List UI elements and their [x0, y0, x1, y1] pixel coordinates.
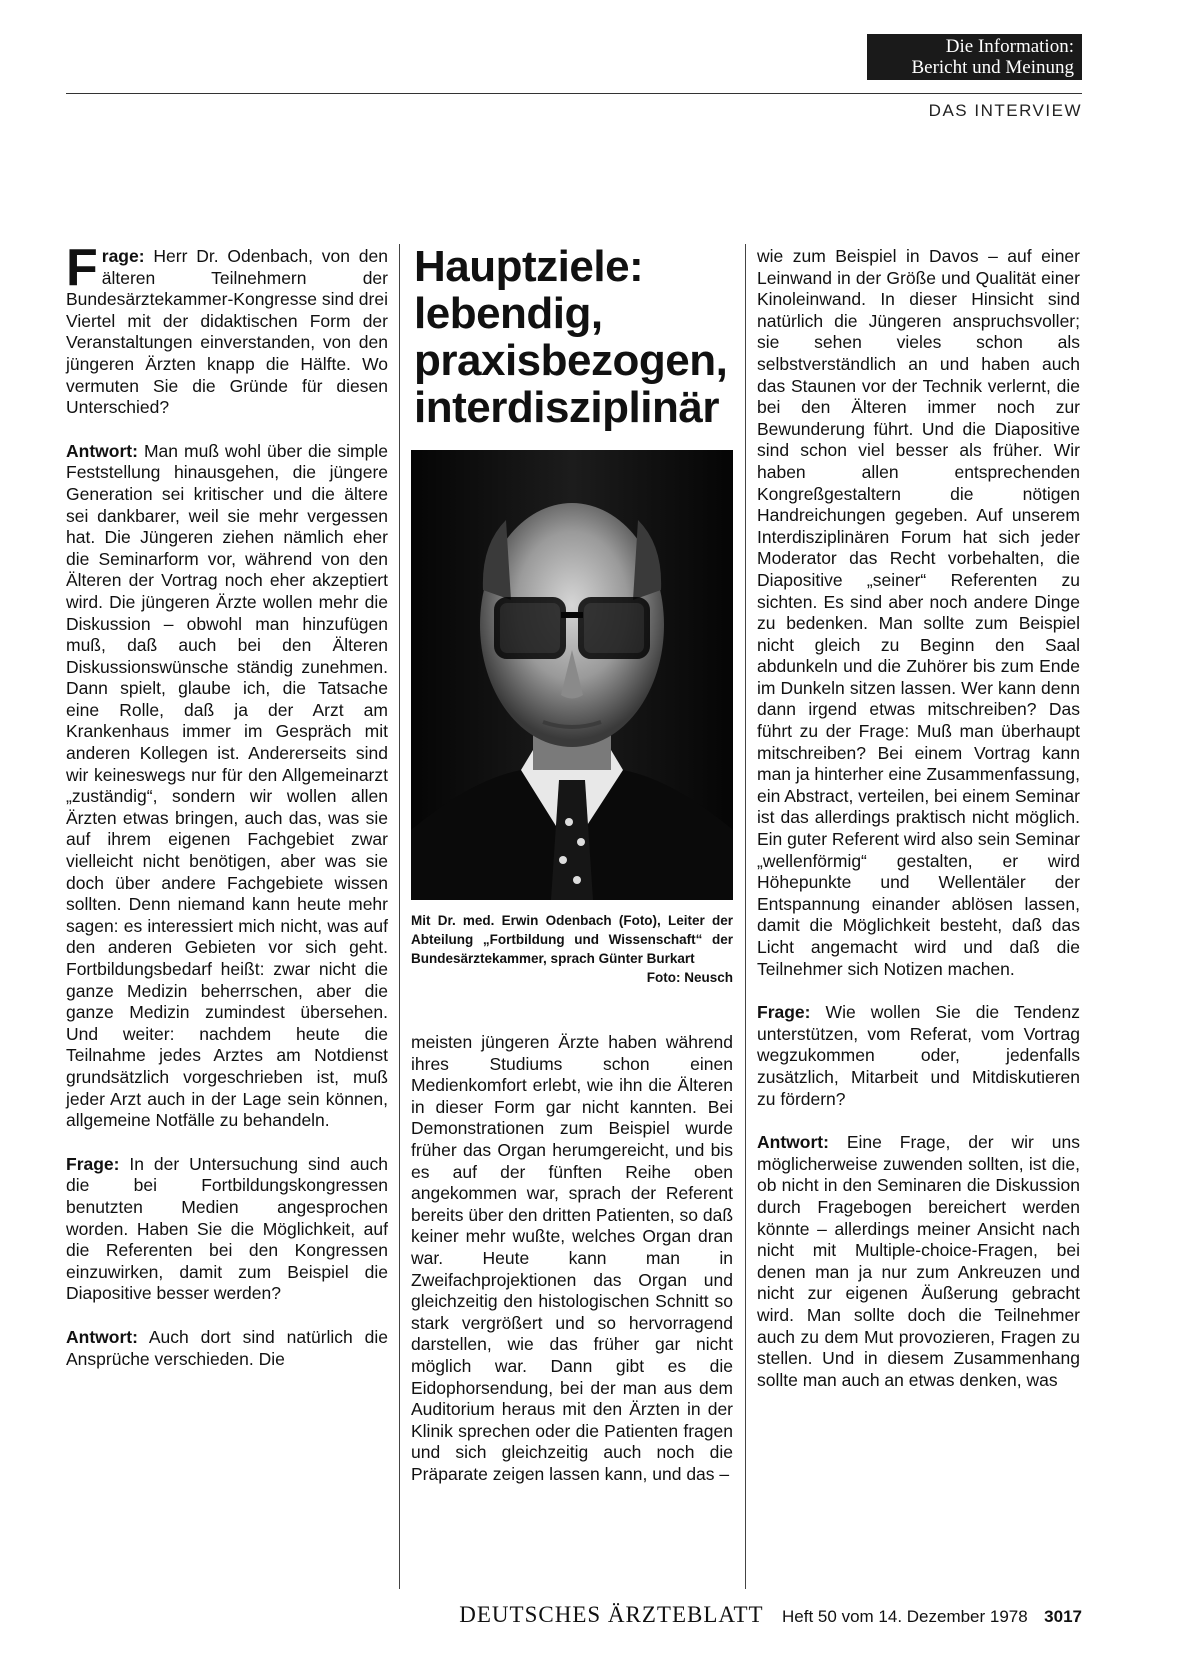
question-text: In der Untersuchung sind auch die bei Fortbildungskongressen benutzten Medien angesprochen worden. Haben Sie die Möglichkeit, auf die Referenten bei den Kongressen einzuwirken, damit zum Beispiel die Diapositive besser werden?	[66, 1153, 388, 1304]
issue-info: Heft 50 vom 14. Dezember 1978	[782, 1607, 1028, 1626]
question-3	[757, 1002, 1080, 1110]
answer-text: Eine Frage, der wir uns möglicherweise zuwenden sollten, ist die, ob nicht in den Seminaren die Diskussion durch Fragebogen bereichert werden könnte – allerdings meiner Ansicht nach nicht mit Multiple-choice-Fragen, bei denen man ja nur zum Ankreuzen und nicht zur eigenen Äußerung gebracht wird. Man sollte doch die Teilnehmer auch zu dem Mut provozieren, Fragen zu stellen. Und in diesem Zusammenhang sollte man auch an etwas denken, was	[757, 1132, 1080, 1390]
question-label: Frage:	[66, 1153, 120, 1174]
header-rule	[66, 93, 1082, 94]
page-number: 3017	[1044, 1607, 1082, 1626]
answer-continued: meisten jüngeren Ärzte haben während ihres Studiums schon einen Medienkomfort erlebt, wie ihn die Älteren in dieser Form gar nicht kannten. Bei Demonstrationen zum Beispiel wurde früher das Organ herumgereicht, und bis es auf der fünften Reihe oben angekommen war, sprach der Referent bereits über den dritten Patienten, so daß keiner mehr wußte, welches Organ dran war. Heute kann man in Zweifachprojektionen das Organ und gleichzeitig den histologischen Schnitt so stark vergrößert und so hervorragend darstellen, wie das früher gar nicht möglich war. Dann gibt es die Eidophorsendung, bei der man aus dem Auditorium heraus mit den Ärzten in der Klinik sprechen oder die Patienten fragen und sich gleichzeitig auch noch die Präparate zeigen lassen kann, und das –	[411, 1032, 734, 1484]
headline: Hauptziele: lebendig, praxisbezogen, interdisziplinär	[414, 242, 728, 432]
answer-continued: wie zum Beispiel in Davos – auf einer Leinwand in der Größe und Qualität einer Kinoleinwand. In dieser Hinsicht sind natürlich die Jüngeren anspruchsvoller; sie sehen vieles schon als selbstverständlich an und haben auch das Staunen vor der Technik verlernt, die bei den Älteren immer noch zur Bewunderung führt. Und die Diapositive sind schon viel besser als früher. Wir haben allen entsprechenden Kongreßgestaltern die nötigen Handreichungen gegeben. Auf unserem Interdisziplinären Forum hat sich jeder Moderator das Recht vorbehalten, die Diapositive „seiner“ Referenten zu sichten. Es sind aber noch andere Dinge zu bedenken. Man sollte zum Beispiel nicht gleich zu Beginn den Saal abdunkeln und die Zuhörer bis zum Ende im Dunkeln sitzen lassen. Wer kann denn dann irgend etwas mitschreiben? Das führt zu der Frage: Muß man überhaupt mitschreiben? Bei einem Vortrag kann man ja hinterher eine Zusammenfassung, ein Abstract, verteilen, bei einem Seminar ist das allerdings praktisch nicht möglich. Ein guter Referent wird also sein Seminar „wellenförmig“ gestalten, er wird Höhepunkte und Wellentäler der Entspannung einander ablösen lassen, damit die Möglichkeit besteht, daß das Licht angemacht wird und daß die Teilnehmer sich Notizen machen.	[757, 246, 1080, 979]
answer-text: Auch dort sind natürlich die Ansprüche verschieden. Die	[66, 1326, 389, 1369]
photo-caption	[411, 911, 733, 987]
answer-text: Man muß wohl über die simple Feststellung hinausgehen, die jüngere Generation sei kritischer und die ältere sei dankbarer, weil sie mehr vergessen hat. Die Jüngeren ziehen nämlich eher die Seminarform vor, während von den Älteren der Vortrag noch eher akzeptiert wird. Die jüngeren Ärzte wollen mehr die Diskussion – obwohl man hinzufügen muß, daß auch bei den Älteren Diskussionswünsche ständig zunehmen. Dann spielt, glaube ich, die Tatsache eine Rolle, daß ja der Arzt am Krankenhaus immer im Gespräch mit anderen Kollegen ist. Andererseits sind wir keineswegs nur für den Allgemeinarzt „zuständig“, sondern wir wollen allen Ärzten etwas bringen, auch das, was sie auf ihrem eigenen Fachgebiet zwar vielleicht nicht benötigen, aber was sie doch über andere Fachgebiete wissen sollten. Denn niemand kann heute mehr sagen: es interessiert mich nicht, was auf den anderen Gebieten vor sich geht. Fortbildungsbedarf heißt: zwar nicht die ganze Medizin beherrschen, aber die ganze Medizin zumindest übersehen. Und weiter: nachdem heute die Teilnahme jedes Arztes am Notdienst grundsätzlich vorgeschrieben ist, muß jeder Arzt auch in der Lage sein können, allgemeine Notfälle zu behandeln.	[66, 440, 388, 1131]
column-1	[66, 239, 389, 1392]
portrait-illustration	[411, 450, 733, 900]
question-text: Herr Dr. Odenbach, von den älteren Teilnehmern der Bundesärztekammer-Kongresse sind drei Viertel mit der didaktischen Form der Veranstaltungen einverstanden, von den jüngeren Ärzten knapp die Hälfte. Wo vermuten Sie die Gründe für diesen Unterschied?	[66, 246, 388, 418]
badge-line-2: Bericht und Meinung	[911, 57, 1074, 78]
question-1	[66, 239, 388, 419]
answer-1	[66, 441, 388, 1132]
answer-label: Antwort:	[66, 1326, 138, 1347]
question-text: Wie wollen Sie die Tendenz unterstützen, vom Referat, vom Vortrag wegzukommen oder, jedenfalls zusätzlich, Mitarbeit und Mitdiskutieren zu fördern?	[757, 1002, 1080, 1109]
drop-cap: F	[66, 239, 98, 297]
answer-label: Antwort:	[66, 440, 138, 461]
badge-line-1: Die Information:	[945, 36, 1074, 57]
answer-label: Antwort:	[757, 1132, 829, 1153]
question-label: rage:	[101, 246, 145, 266]
page-footer	[398, 1602, 1082, 1628]
section-label: DAS INTERVIEW	[928, 101, 1082, 120]
masthead: DEUTSCHES ÄRZTEBLATT	[459, 1602, 764, 1627]
question-2	[66, 1154, 388, 1305]
section-badge	[867, 34, 1082, 80]
answer-3	[757, 1132, 1080, 1391]
portrait-photo	[411, 450, 733, 900]
column-3	[757, 246, 1080, 1413]
photo-credit: Foto: Neusch	[646, 970, 733, 985]
column-divider-left	[399, 244, 400, 1589]
question-label: Frage:	[757, 1002, 811, 1023]
column-divider-right	[745, 244, 746, 1589]
caption-text: Mit Dr. med. Erwin Odenbach (Foto), Leiter der Abteilung „Fortbildung und Wissenschaft“ der Bundesärztekammer, sprach Günter Burkart	[411, 913, 733, 966]
column-2-text	[411, 1032, 733, 1507]
answer-2	[66, 1327, 388, 1370]
